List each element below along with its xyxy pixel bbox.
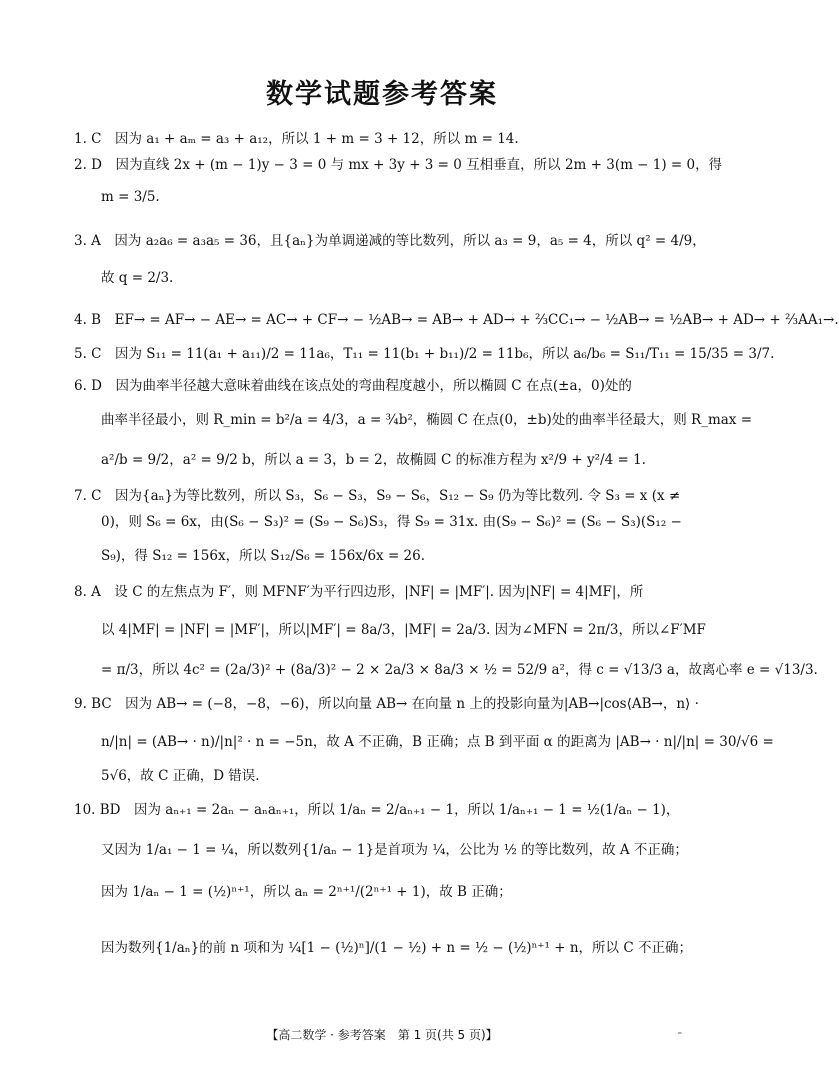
answer-line: 9. BC 因为 AB→ = (−8，−8，−6)，所以向量 AB→ 在向量 n 上的投影向量为|AB→|cos⟨AB→，n⟩ · <box>74 696 699 712</box>
answer-line: 故 q = 2/3. <box>74 270 174 286</box>
answer-line: m = 3/5. <box>74 189 160 205</box>
answer-line: 6. D 因为曲率半径越大意味着曲线在该点处的弯曲程度越小，所以椭圆 C 在点(±a，0)处的 <box>74 378 632 394</box>
answer-line: 以 4|MF| = |NF| = |MF′|，所以|MF′| = 8a/3，|MF| = 2a/3. 因为∠MFN = 2π/3，所以∠F′MF <box>74 622 706 638</box>
answer-line: n/|n| = (AB→ · n)/|n|² · n = −5n，故 A 不正确，B 正确；点 B 到平面 α 的距离为 |AB→ · n|/|n| = 30/√6 = <box>74 734 774 750</box>
page-title: 数学试题参考答案 <box>266 79 498 110</box>
answer-line: 7. C 因为{aₙ}为等比数列，所以 S₃，S₆ − S₃，S₉ − S₆，S₁₂ − S₉ 仍为等比数列. 令 S₃ = x (x ≠ <box>74 488 681 504</box>
answer-line: 4. B EF→ = AF→ − AE→ = AC→ + CF→ − ½AB→ = AB→ + AD→ + ⅔CC₁→ − ½AB→ = ½AB→ + AD→ + ⅔AA₁→. <box>74 312 839 328</box>
answer-line: 5. C 因为 S₁₁ = 11(a₁ + a₁₁)/2 = 11a₆，T₁₁ = 11(b₁ + b₁₁)/2 = 11b₆，所以 a₆/b₆ = S₁₁/T₁₁ = 15/35 = 3/7. <box>74 346 775 362</box>
answer-line: = π/3，所以 4c² = (2a/3)² + (8a/3)² − 2 × 2a/3 × 8a/3 × ½ = 52/9 a²，得 c = √13/3 a，故离心率 e = √13/3. <box>74 662 818 678</box>
answer-line: 3. A 因为 a₂a₆ = a₃a₅ = 36，且{aₙ}为单调递减的等比数列，所以 a₃ = 9，a₅ = 4，所以 q² = 4/9， <box>74 233 706 249</box>
answer-line: 2. D 因为直线 2x + (m − 1)y − 3 = 0 与 mx + 3y + 3 = 0 互相垂直，所以 2m + 3(m − 1) = 0，得 <box>74 157 723 173</box>
corner-mark: ━ <box>678 1030 682 1037</box>
answer-line: 又因为 1/a₁ − 1 = ¼，所以数列{1/aₙ − 1}是首项为 ¼，公比为 ½ 的等比数列，故 A 不正确； <box>74 842 688 858</box>
answer-line: 10. BD 因为 aₙ₊₁ = 2aₙ − aₙaₙ₊₁，所以 1/aₙ = 2/aₙ₊₁ − 1，所以 1/aₙ₊₁ − 1 = ½(1/aₙ − 1)， <box>74 802 680 818</box>
page-footer: 【高二数学 · 参考答案 第 1 页(共 5 页)】 <box>266 1028 498 1042</box>
answer-line: 曲率半径最小，则 R_min = b²/a = 4/3，a = ¾b²，椭圆 C 在点(0，±b)处的曲率半径最大，则 R_max = <box>74 412 753 428</box>
answer-line: 8. A 设 C 的左焦点为 F′，则 MFNF′为平行四边形，|NF| = |MF′|. 因为|NF| = 4|MF|，所 <box>74 584 644 600</box>
answer-line: a²/b = 9/2，a² = 9/2 b，所以 a = 3，b = 2，故椭圆 C 的标准方程为 x²/9 + y²/4 = 1. <box>74 452 646 468</box>
answer-line: 1. C 因为 a₁ + aₘ = a₃ + a₁₂，所以 1 + m = 3 + 12，所以 m = 14. <box>74 131 519 147</box>
answer-line: 0)，则 S₆ = 6x，由(S₆ − S₃)² = (S₉ − S₆)S₃，得 S₉ = 31x. 由(S₉ − S₆)² = (S₆ − S₃)(S₁₂ − <box>74 514 682 530</box>
answer-line: 因为数列{1/aₙ}的前 n 项和为 ¼[1 − (½)ⁿ]/(1 − ½) + n = ½ − (½)ⁿ⁺¹ + n，所以 C 不正确； <box>74 940 692 956</box>
answer-line: 5√6，故 C 正确，D 错误. <box>74 768 260 784</box>
answer-line: 因为 1/aₙ − 1 = (½)ⁿ⁺¹，所以 aₙ = 2ⁿ⁺¹/(2ⁿ⁺¹ + 1)，故 B 正确； <box>74 884 512 900</box>
answer-line: S₉)，得 S₁₂ = 156x，所以 S₁₂/S₆ = 156x/6x = 26. <box>74 548 426 564</box>
answer-content <box>74 128 839 959</box>
